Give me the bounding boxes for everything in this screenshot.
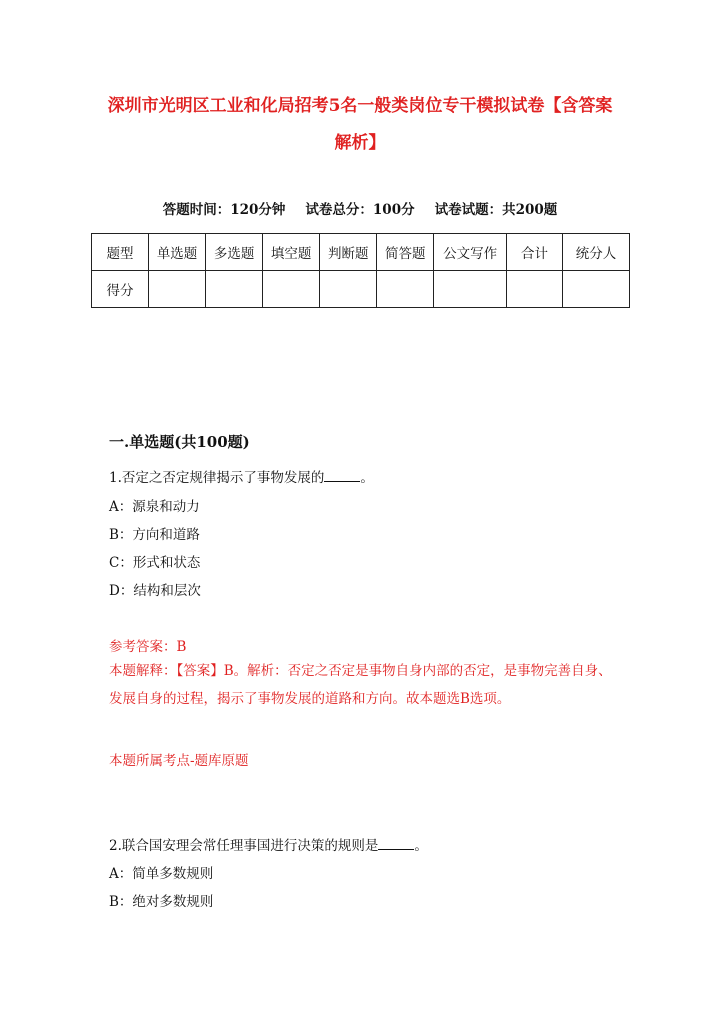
question-1-option-a: A：源泉和动力	[109, 499, 200, 515]
document-title: 深圳市光明区工业和化局招考5名一般类岗位专干模拟试卷【含答案解析】	[107, 96, 613, 153]
score-header-cell: 判断题	[320, 234, 377, 271]
question-1-option-b: B：方向和道路	[109, 527, 200, 543]
score-header-cell: 简答题	[377, 234, 434, 271]
exam-time: 答题时间：120分钟	[162, 202, 286, 218]
question-1-stem	[109, 466, 374, 486]
score-cell	[377, 271, 434, 308]
score-cell	[206, 271, 263, 308]
question-1-option-d: D：结构和层次	[109, 583, 201, 599]
question-2-stem	[109, 834, 428, 854]
score-table-score-row	[92, 271, 630, 308]
score-cell	[263, 271, 320, 308]
question-1-explanation: 本题解释：【答案】B。解析：否定之否定是事物自身内部的否定，是事物完善自身、发展自身的过程，揭示了事物发展的道路和方向。故本题选B选项。	[109, 663, 612, 707]
exam-question-count: 试卷试题：共200题	[434, 202, 558, 218]
answer-blank	[324, 469, 360, 482]
answer-blank	[378, 837, 414, 850]
question-2-option-b: B：绝对多数规则	[109, 894, 214, 910]
score-header-cell: 多选题	[206, 234, 263, 271]
score-header-cell: 单选题	[149, 234, 206, 271]
score-header-cell: 统分人	[563, 234, 630, 271]
score-table-header-row	[92, 234, 630, 271]
question-2-option-a: A：简单多数规则	[109, 866, 214, 882]
score-header-cell: 填空题	[263, 234, 320, 271]
section-title: 一.单选题(共100题)	[109, 433, 250, 451]
score-cell	[320, 271, 377, 308]
score-row-label: 得分	[92, 271, 149, 308]
score-cell	[506, 271, 562, 308]
score-cell	[149, 271, 206, 308]
question-1-source: 本题所属考点-题库原题	[109, 753, 249, 769]
question-text: 1.否定之否定规律揭示了事物发展的	[109, 470, 325, 486]
question-end: 。	[360, 470, 374, 486]
score-header-cell: 公文写作	[434, 234, 507, 271]
question-1-option-c: C：形式和状态	[109, 555, 201, 571]
exam-meta	[0, 198, 720, 218]
exam-total-score: 试卷总分：100分	[305, 202, 415, 218]
score-cell	[563, 271, 630, 308]
question-1-answer: 参考答案：B	[109, 639, 187, 655]
score-header-cell: 题型	[92, 234, 149, 271]
question-end: 。	[414, 838, 428, 854]
score-header-cell: 合计	[506, 234, 562, 271]
score-cell	[434, 271, 507, 308]
question-text: 2.联合国安理会常任理事国进行决策的规则是	[109, 838, 379, 854]
score-table	[91, 233, 630, 308]
